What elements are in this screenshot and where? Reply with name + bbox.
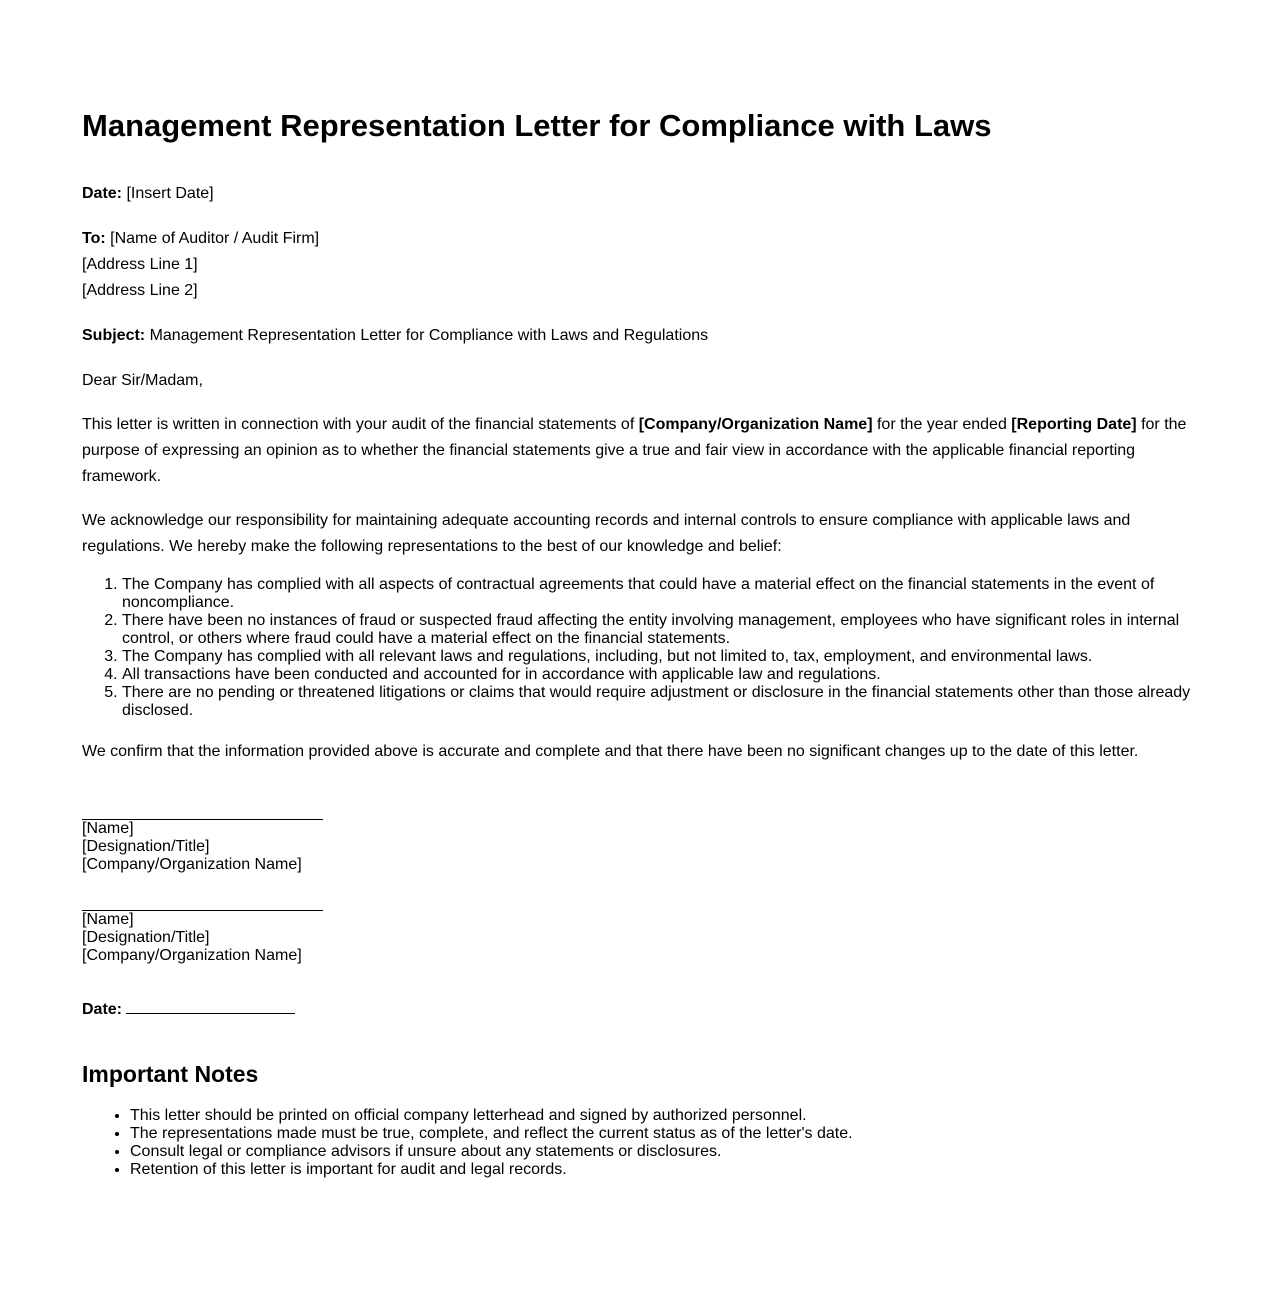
note-item: • The representations made must be true, complete, and reflect the current status as of the letter's date. [130, 1125, 1196, 1143]
representation-item: 2. There have been no instances of fraud or suspected fraud affecting the entity involving management, employees who have significant roles in internal control, or others where fraud could have a material effect on the financial statements. [122, 612, 1196, 648]
notes-heading: Important Notes [82, 1061, 259, 1087]
representations-list [82, 576, 1196, 720]
note-item: • This letter should be printed on official company letterhead and signed by authorized personnel. [130, 1107, 1196, 1125]
sign-date-blank-line [126, 998, 295, 1014]
date-value: [Insert Date] [122, 185, 214, 202]
address-line-1: [Address Line 1] [82, 256, 198, 273]
intro-reporting-date: [Reporting Date] [1011, 416, 1137, 433]
representation-item: 3. The Company has complied with all relevant laws and regulations, including, but not limited to, tax, employment, and environmental laws. [122, 648, 1196, 666]
note-item: • Consult legal or compliance advisors if unsure about any statements or disclosures. [130, 1143, 1196, 1161]
intro-part-1: This letter is written in connection with your audit of the financial statements of [82, 416, 639, 433]
letter-date [82, 181, 1196, 207]
greeting: Dear Sir/Madam, [82, 372, 203, 389]
date-label: Date: [82, 185, 123, 202]
subject-text: Management Representation Letter for Compliance with Laws and Regulations [145, 327, 709, 344]
recipient-line [82, 226, 1196, 252]
recipient-block [82, 226, 1196, 304]
subject-line [82, 323, 1196, 349]
signature-block [82, 892, 1196, 965]
signature-date [82, 998, 1196, 1019]
address-line-2: [Address Line 2] [82, 282, 198, 299]
acknowledgement-paragraph: We acknowledge our responsibility for maintaining adequate accounting records and internal controls to ensure compliance with applicable laws and regulations. We hereby make the following representations to the best of our knowledge and belief: [82, 512, 1131, 555]
signature-line [82, 801, 323, 820]
signature-block [82, 801, 1196, 874]
sign-date-label: Date: [82, 1001, 123, 1018]
recipient-name: [Name of Auditor / Audit Firm] [105, 230, 320, 247]
representation-item: 4. All transactions have been conducted and accounted for in accordance with applicable law and regulations. [122, 666, 1196, 684]
signatory-name: [Name] [82, 820, 134, 837]
intro-paragraph [82, 412, 1196, 490]
signatory-company: [Company/Organization Name] [82, 856, 302, 873]
signatory-name: [Name] [82, 911, 134, 928]
signatory-designation: [Designation/Title] [82, 838, 210, 855]
signatory-company: [Company/Organization Name] [82, 947, 302, 964]
notes-list [82, 1107, 1196, 1179]
intro-part-3: for the purpose of expressing an opinion as to whether the financial statements give a true and fair view in accordance with the applicable financial reporting framework. [82, 416, 1187, 485]
note-item: • Retention of this letter is important for audit and legal records. [130, 1161, 1196, 1179]
subject-label: Subject: [82, 327, 146, 344]
signatory-designation: [Designation/Title] [82, 929, 210, 946]
representation-item: 1. The Company has complied with all aspects of contractual agreements that could have a material effect on the financial statements in the event of noncompliance. [122, 576, 1196, 612]
to-label: To: [82, 230, 106, 247]
confirmation-paragraph: We confirm that the information provided above is accurate and complete and that there have been no significant changes up to the date of this letter. [82, 743, 1139, 760]
intro-part-2: for the year ended [872, 416, 1012, 433]
intro-company: [Company/Organization Name] [638, 416, 873, 433]
page-title: Management Representation Letter for Compliance with Laws [82, 108, 992, 143]
representation-item: 5. There are no pending or threatened litigations or claims that would require adjustment or disclosure in the financial statements other than those already disclosed. [122, 684, 1196, 720]
signature-line [82, 892, 323, 911]
